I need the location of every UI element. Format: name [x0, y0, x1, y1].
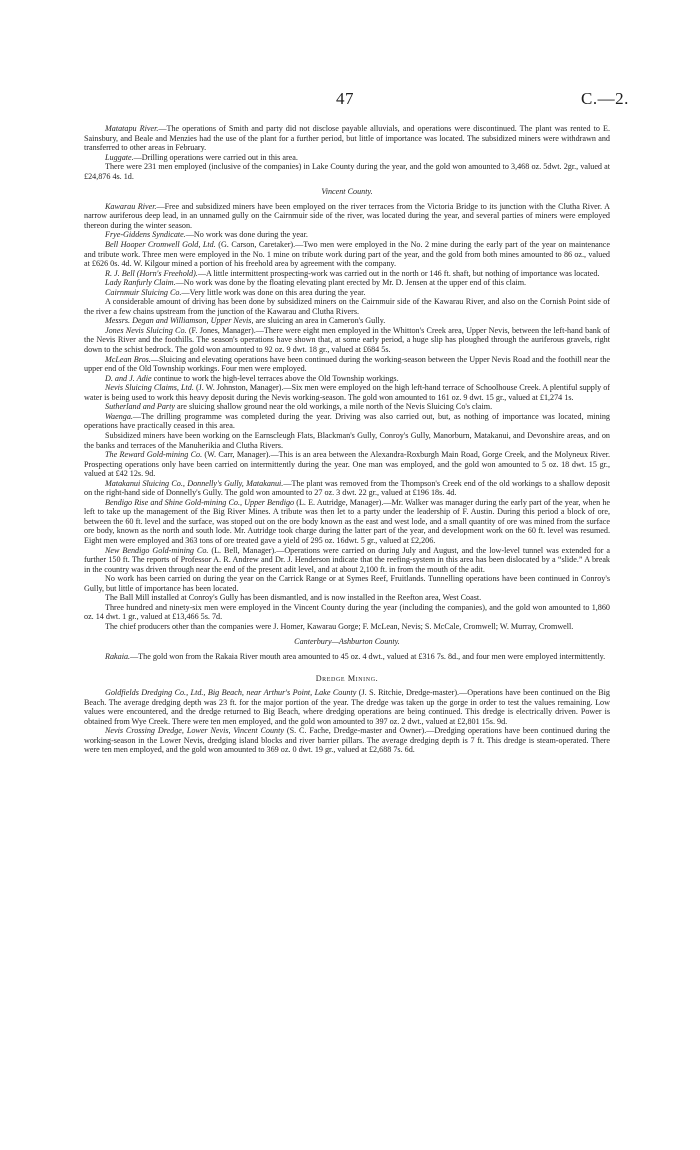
paragraph-text: (J. S. Ritchie, Dredge-master).—Operations have been continued on the Big Beach. The average dredging depth was 23 ft. for the major portion of the year. The dredge was taken up the gorge in order to test the values remaining. Low values were encountered, and the dredge returned to Big Beach, where dredging operations are being continued. This dredge is electrically driven. Power is obtained from Wye Creek. There were ten men employed, and the gold won amounted to 397 oz. 2 dwt., valued at £2,801 15s. 9d.: [84, 688, 610, 726]
paragraph-lead: Bell Hooper Cromwell Gold, Ltd.: [105, 240, 216, 250]
paragraph: [84, 240, 610, 269]
paragraph: [84, 431, 610, 450]
paragraph-text: (G. Carson, Caretaker).—Two men were employed in the No. 2 mine during the early part of the year on maintenance and tribute work. Three men were employed in the No. 1 mine on tribute work during part of the year, and the gold from both mines amounted to 86 oz., valued at £626 0s. 4d. W. Kilgour mined a portion of his freehold area by agreement with the company.: [84, 240, 611, 269]
paragraph-text: (L. E. Autridge, Manager).—Mr. Walker was manager during the early part of the year, when he left to take up the management of the Big River Mines. A tribute was then let to a party under the leadership of F. Austin. During this period a block of ore, between the 60 ft. level and the surface, was stoped out on the ore body known as the east and west lode, and a small quantity of ore was mined from the surface ore body, known as the north and south lode. Mr. Autridge took charge during the latter part of the year, and development work on the 60 ft. level was resumed. Eight men were employed and 363 tons of ore treated gave a yield of 295 oz. 16dwt. 5 gr., valued at £2,206.: [84, 497, 610, 545]
paragraph: [84, 326, 610, 355]
paragraph-lead: Kawarau River.: [105, 201, 157, 211]
paragraph-text: —The drilling programme was completed during the year. Driving was also carried out, but, as nothing of importance was located, mining operations have practically ceased in this area.: [84, 411, 610, 431]
page-number: 47: [336, 89, 354, 108]
paragraph: [84, 652, 610, 662]
paragraph-text: —Free and subsidized miners have been employed on the river terraces from the Victoria Bridge to its junction with the Clutha River. A narrow auriferous deep lead, in an unnamed gully on the Cairnmuir side of the river, was located during the year, and several parties of miners were employed thereon during the winter season.: [84, 201, 610, 230]
paragraph-text: (S. C. Fache, Dredge-master and Owner).—Dredging operations have been continued during the working-season in the Lower Nevis, dredging island blocks and river barrier pillars. The average dredging depth is 7 ft. This dredge is steam-operated. There were ten men employed, and the gold won amounted to 369 oz. 0 dwt. 19 gr., valued at £2,688 7s. 6d.: [84, 726, 610, 755]
paragraph: [84, 288, 610, 298]
paragraph-text: —No work was done by the floating elevating plant erected by Mr. D. Jensen at the upper end of this claim.: [175, 278, 527, 288]
report-body: [84, 124, 610, 755]
paragraph-text: continue to work the high-level terraces above the Old Township workings.: [151, 373, 399, 383]
paragraph-lead: Nevis Sluicing Claims, Ltd.: [105, 383, 194, 393]
paragraph-lead: Messrs. Degan and Williamson, Upper Nevis,: [105, 316, 254, 326]
paragraph: [84, 297, 610, 316]
paragraph-text: —No work was done during the year.: [185, 230, 308, 240]
paragraph-text: A considerable amount of driving has been done by subsidized miners on the Cairnmuir side of the Kawarau River, and also on the Cornish Point side of the river a few chains upstream from the junction of the Kawarau and Clutha Rivers.: [84, 297, 610, 316]
paragraph-text: —Very little work was done on this area during the year.: [181, 287, 366, 297]
paragraph-lead: Matatapu River.: [105, 124, 159, 133]
paragraph-text: —Drilling operations were carried out in this area.: [133, 152, 298, 162]
section-heading: Canterbury—Ashburton County.: [294, 637, 400, 647]
paragraph: [84, 202, 610, 231]
paragraph-lead: Bendigo Rise and Shine Gold-mining Co., Upper Bendigo: [105, 497, 295, 507]
paragraph-text: There were 231 men employed (inclusive of the companies) in Lake County during the year, and the gold won amounted to 3,468 oz. 5dwt. 2gr., valued at £24,876 4s. 1d.: [84, 162, 610, 181]
paragraph: [84, 374, 610, 384]
paragraph: [84, 153, 610, 163]
paragraph-text: No work has been carried on during the year on the Carrick Range or at Symes Reef, Fruitlands. Tunnelling operations have been continued in Conroy's Gully, but little of importance has been located.: [84, 574, 610, 593]
paragraph: [84, 593, 610, 603]
paragraph: [84, 162, 610, 181]
paragraph-text: Three hundred and ninety-six men were employed in the Vincent County during the year (including the companies), and the gold won amounted to 1,860 oz. 14 dwt. 1 gr., valued at £13,466 5s. 7d.: [84, 602, 610, 622]
paragraph: [84, 603, 610, 622]
paragraph-lead: McLean Bros.: [105, 354, 151, 364]
paragraph: [84, 726, 610, 755]
paragraph: [84, 479, 610, 498]
paragraph: [84, 269, 610, 279]
paragraph-text: are sluicing an area in Cameron's Gully.: [253, 316, 386, 326]
paragraph-text: The Ball Mill installed at Conroy's Gully has been dismantled, and is now installed in the Reefton area, West Coast.: [105, 593, 482, 603]
paragraph: [84, 278, 610, 288]
paragraph-text: (F. Jones, Manager).—There were eight men employed in the Whitton's Creek area, Upper Nevis, between the left-hand bank of the Nevis River and the foothills. The season's operations have shown that, at some early period, a huge slip has ploughed through the auriferous gravels, right down to the schist bedrock. The gold won amounted to 92 oz. 9 dwt. 18 gr., valued at £684 5s.: [84, 325, 610, 355]
paragraph-text: are sluicing shallow ground near the old workings, a mile north of the Nevis Sluicing Co's claim.: [174, 402, 493, 412]
paragraph: [84, 402, 610, 412]
paragraph: [84, 316, 610, 326]
section-heading: Dredge Mining.: [315, 673, 379, 683]
paragraph-text: (L. Bell, Manager).—Operations were carried on during July and August, and the low-level tunnel was extended for a further 150 ft. The reports of Professor A. R. Andrew and Dr. J. Henderson indicate that the reefing-system in this area has been dislocated by a “slide.” A break in the country was driven through near the end of the present adit level, and at about 2,100 ft. in from the mouth of the adit.: [84, 545, 611, 574]
paragraph-lead: Waenga.: [105, 411, 133, 421]
paragraph-lead: New Bendigo Gold-mining Co.: [105, 545, 209, 555]
paragraph-text: Subsidized miners have been working on the Earnscleugh Flats, Blackman's Gully, Conroy's Gully, Manorburn, Matakanui, and Devonshire areas, and on the banks and terraces of the Manuherikia and Clutha Rivers.: [84, 430, 610, 450]
paragraph: [84, 622, 610, 632]
paragraph-lead: Goldfields Dredging Co., Ltd., Big Beach, near Arthur's Point, Lake County: [105, 688, 357, 698]
paragraph-text: (J. W. Johnston, Manager).—Six men were employed on the high left-hand terrace of Schoolhouse Creek. A plentiful supply of water is being used to work this heavy deposit during the Nevis working-season. The gold won amounted to 161 oz. 9 dwt. 15 gr., valued at £1,274 1s.: [84, 383, 610, 402]
paragraph-lead: The Reward Gold-mining Co.: [105, 450, 203, 460]
paragraph-text: —The operations of Smith and party did not disclose payable alluvials, and operations were discontinued. The plant was rented to E. Sainsbury, and Beale and Menzies had the use of the plant for a further period, but little of importance was located. The subsidized miners were withdrawn and transferred to other areas in February.: [84, 124, 610, 153]
paragraph-lead: Matakanui Sluicing Co., Donnelly's Gully, Matakanui.: [105, 478, 284, 488]
paragraph: [84, 124, 610, 153]
paragraph-lead: R. J. Bell (Horn's Freehold).: [105, 268, 198, 278]
paragraph-lead: Cairnmuir Sluicing Co.: [105, 287, 182, 297]
paragraph-lead: Jones Nevis Sluicing Co.: [105, 325, 187, 335]
paragraph: [84, 498, 610, 546]
paragraph: [84, 546, 610, 575]
paragraph: [84, 412, 610, 431]
paragraph-lead: Lady Ranfurly Claim.: [105, 278, 176, 288]
paragraph-lead: Luggate.: [105, 152, 134, 162]
paragraph-text: —The plant was removed from the Thompson's Creek end of the old workings to a shallow deposit on the right-hand side of Donnelly's Gully. The gold won amounted to 27 oz. 3 dwt. 22 gr., valued at £196 18s. 4d.: [84, 478, 610, 498]
paragraph: [84, 450, 610, 479]
paragraph-lead: D. and J. Adie: [105, 373, 152, 383]
paragraph-text: —Sluicing and elevating operations have been continued during the working-season between the Upper Nevis Road and the foothill near the upper end of the Old Township workings. Four men were employed.: [84, 354, 611, 374]
paragraph: [84, 688, 610, 726]
paragraph-lead: Nevis Crossing Dredge, Lower Nevis, Vincent County: [105, 726, 284, 736]
section-heading: Vincent County.: [321, 187, 373, 197]
paragraph: [84, 574, 610, 593]
paragraph-text: —The gold won from the Rakaia River mouth area amounted to 45 oz. 4 dwt., valued at £316 7s. 8d., and four men were employed intermittently.: [130, 651, 606, 661]
paragraph-text: —A little intermittent prospecting-work was carried out in the north or 146 ft. shaft, but nothing of importance was located.: [197, 268, 600, 278]
paragraph-lead: Frye-Giddens Syndicate.: [105, 230, 186, 240]
paragraph-lead: Rakaia.: [105, 651, 131, 661]
paragraph-lead: Sutherland and Party: [105, 402, 175, 412]
paragraph-text: (W. Carr, Manager).—This is an area between the Alexandra-Roxburgh Main Road, Gorge Creek, and the Molyneux River. Prospecting operations only have been carried on intermittently during the year. One man was employed, and the gold won amounted to 5 oz. 18 dwt. 15 gr., valued at £42 12s. 9d.: [84, 450, 610, 479]
paragraph: [84, 230, 610, 240]
paragraph-text: The chief producers other than the companies were J. Homer, Kawarau Gorge; F. McLean, Nevis; S. McCale, Cromwell; W. Murray, Cromwell.: [105, 621, 574, 631]
paragraph: [84, 383, 610, 402]
paragraph: [84, 355, 610, 374]
document-code: C.—2.: [581, 89, 629, 108]
